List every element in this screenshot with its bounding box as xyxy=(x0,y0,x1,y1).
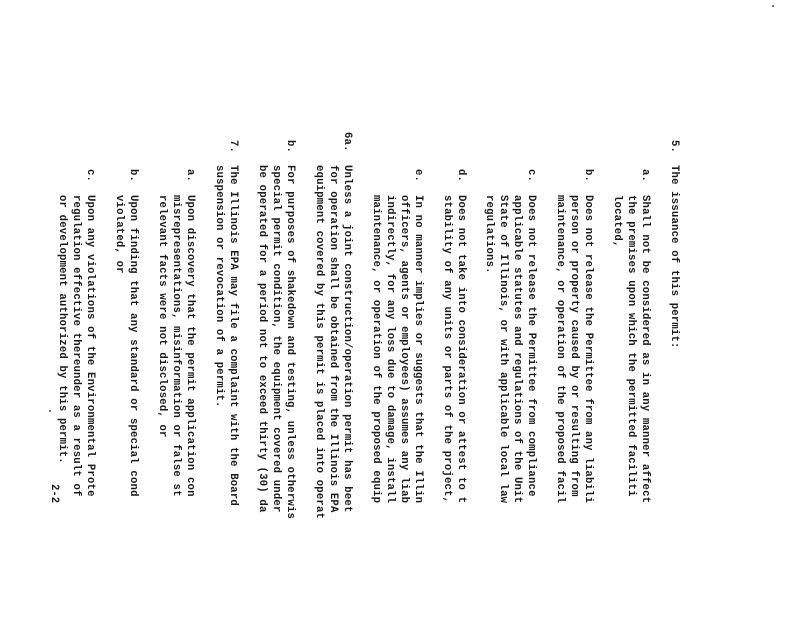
item-number: a. xyxy=(639,169,651,183)
item-number: a. xyxy=(184,169,196,183)
text-line: indirectly, for any loss due to damage, install xyxy=(384,195,396,504)
item-number: b. xyxy=(127,169,139,183)
text-line: applicable statutes and regulations of the Unit xyxy=(511,195,523,504)
text-line: officers, agents or employees) assumes any liab xyxy=(398,195,410,504)
item-number: b. xyxy=(284,140,296,154)
text-line: be operated for a period not to exceed thirty (30) da xyxy=(256,165,268,513)
text-line: Does not release the Permittee from any liabili xyxy=(582,195,594,504)
text-line: maintenance, or operation of the proposed equip xyxy=(370,195,382,504)
item-number: 5. xyxy=(668,140,680,154)
item-number: 7. xyxy=(227,140,239,154)
text-line: State of Illinois, or with applicable local law xyxy=(497,195,509,504)
text-line: Does not take into consideration or attest to t xyxy=(455,195,467,504)
text-line: For purposes of shakedown and testing, unless otherwis xyxy=(284,165,296,520)
text-line: In no manner implies or suggests that the Illin xyxy=(412,195,424,504)
text-line: Upon discovery that the permit application con xyxy=(184,195,196,497)
item-number: c. xyxy=(84,169,96,183)
permit-conditions-text xyxy=(56,132,680,618)
text-line: maintenance, or operation of the proposed facil xyxy=(554,195,566,504)
scan-speck xyxy=(49,410,51,412)
text-line: The issuance of this permit: xyxy=(668,165,680,349)
text-line: stability of any units or parts of the project, xyxy=(441,195,453,504)
item-number: 6a. xyxy=(341,132,353,152)
text-line: Upon any violations of the Environmental Prote xyxy=(84,195,96,497)
item-number: b. xyxy=(582,169,594,183)
text-line: Unless a joint construction/operation permit has beet xyxy=(341,165,353,513)
text-line: located, xyxy=(611,195,623,248)
scan-speck xyxy=(772,5,774,7)
text-line: suspension or revocation of a permit. xyxy=(213,165,225,408)
item-number: c. xyxy=(525,169,537,183)
text-line: person or property caused by or resulting from xyxy=(568,195,580,497)
text-line: Upon finding that any standard or special cond xyxy=(127,195,139,497)
text-line: relevant facts were not disclosed, or xyxy=(156,195,168,438)
text-line: for operation shall be obtained from the Illinois EPA xyxy=(327,165,339,513)
text-line: Shall not be considered as in any manner affect xyxy=(639,195,651,504)
item-number: d. xyxy=(455,169,467,183)
text-line: equipment covered by this permit is placed into operat xyxy=(313,165,325,520)
text-line: The Illinois EPA may file a complaint with the Board xyxy=(227,165,239,506)
item-number: e. xyxy=(412,169,424,183)
text-line: regulation effective thereunder as a result of xyxy=(70,195,82,497)
page-number: 2-2 xyxy=(48,484,60,504)
text-line: regulations. xyxy=(483,195,495,274)
text-line: or development authorized by this permit. xyxy=(56,195,68,464)
text-line: misrepresentations, misinformation or false st xyxy=(170,195,182,497)
text-line: special permit condition, the equipment covered under xyxy=(270,165,282,513)
text-line: the premises upon which the permitted faciliti xyxy=(625,195,637,497)
text-line: Does not release the Permittee from compliance xyxy=(525,195,537,497)
text-line: violated, or xyxy=(113,195,125,274)
